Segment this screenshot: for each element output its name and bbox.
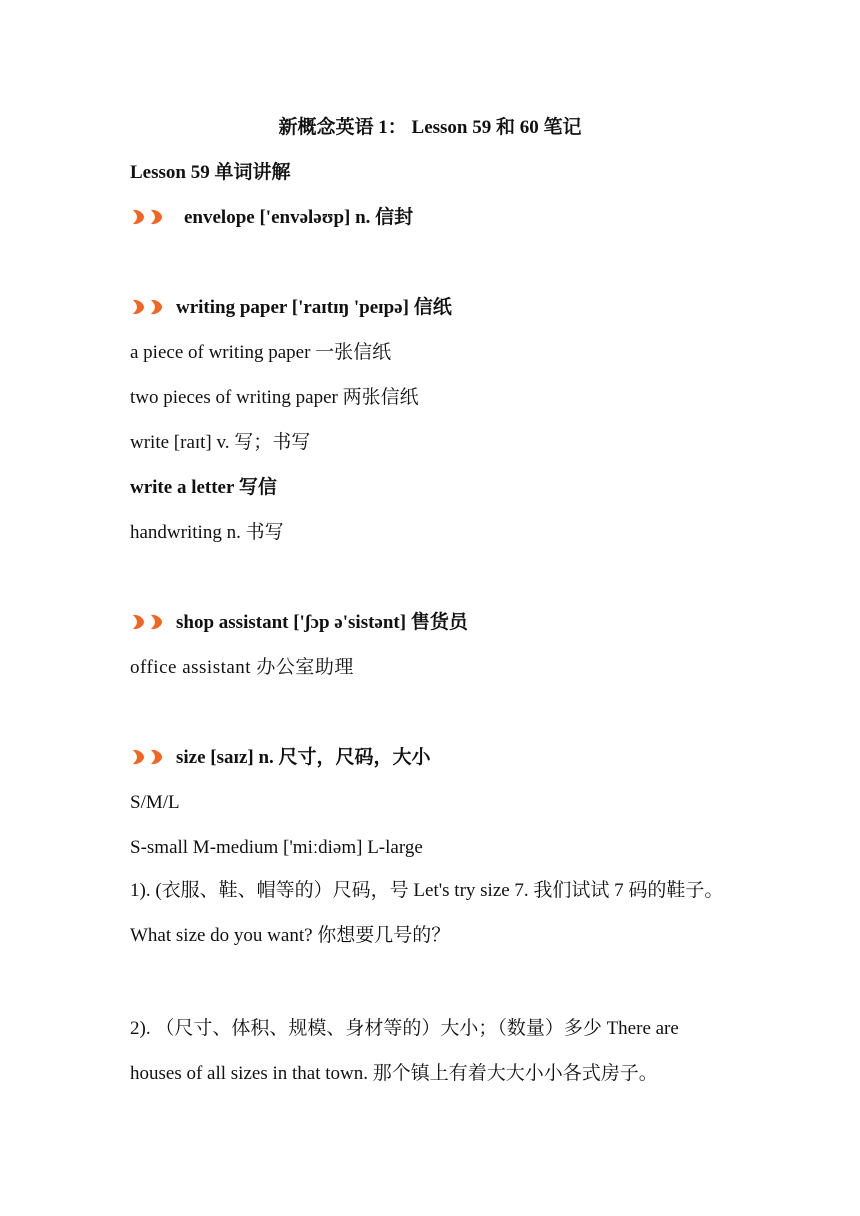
entry-shop-assistant-headword xyxy=(130,611,740,635)
example-line: handwriting n. 书写 xyxy=(130,522,284,543)
definition-paragraph: 2). （尺寸、体积、规模、身材等的）大小；（数量）多少 There are houses of all sizes in that town. 那个镇上有着大大小小各式房子。 xyxy=(130,1018,679,1084)
entry-shop-assistant-text: shop assistant ['ʃɔp ə'sistənt] 售货员 xyxy=(176,612,468,633)
entry-writing-paper-text: writing paper ['raɪtɪŋ 'peɪpə] 信纸 xyxy=(176,297,452,318)
example-line: write [raɪt] v. 写；书写 xyxy=(130,432,311,453)
double-heart-bullet-icon xyxy=(130,613,166,631)
entry-size-headword xyxy=(130,746,740,770)
example-line: S-small M-medium ['miːdiəm] L-large xyxy=(130,837,423,858)
entry-size-text: size [saɪz] n. 尺寸，尺码，大小 xyxy=(176,747,431,768)
double-heart-bullet-icon xyxy=(130,298,166,316)
example-line: S/M/L xyxy=(130,792,180,813)
double-heart-bullet-icon xyxy=(130,748,166,766)
entry-envelope-text: envelope ['envələʊp] n. 信封 xyxy=(184,207,414,228)
example-line: a piece of writing paper 一张信纸 xyxy=(130,342,392,363)
definition-paragraph: 1). (衣服、鞋、帽等的）尺码，号 Let's try size 7. 我们试试 7 码的鞋子。What size do you want? 你想要几号的？ xyxy=(130,880,724,946)
section-heading: Lesson 59 单词讲解 xyxy=(130,162,291,183)
entry-envelope-headword xyxy=(130,206,740,230)
example-line: write a letter 写信 xyxy=(130,477,277,498)
example-line: two pieces of writing paper 两张信纸 xyxy=(130,387,419,408)
entry-writing-paper-headword xyxy=(130,296,740,320)
page-title: 新概念英语 1： Lesson 59 和 60 笔记 xyxy=(278,117,582,138)
example-line: office assistant 办公室助理 xyxy=(130,657,354,678)
double-heart-bullet-icon xyxy=(130,208,166,226)
